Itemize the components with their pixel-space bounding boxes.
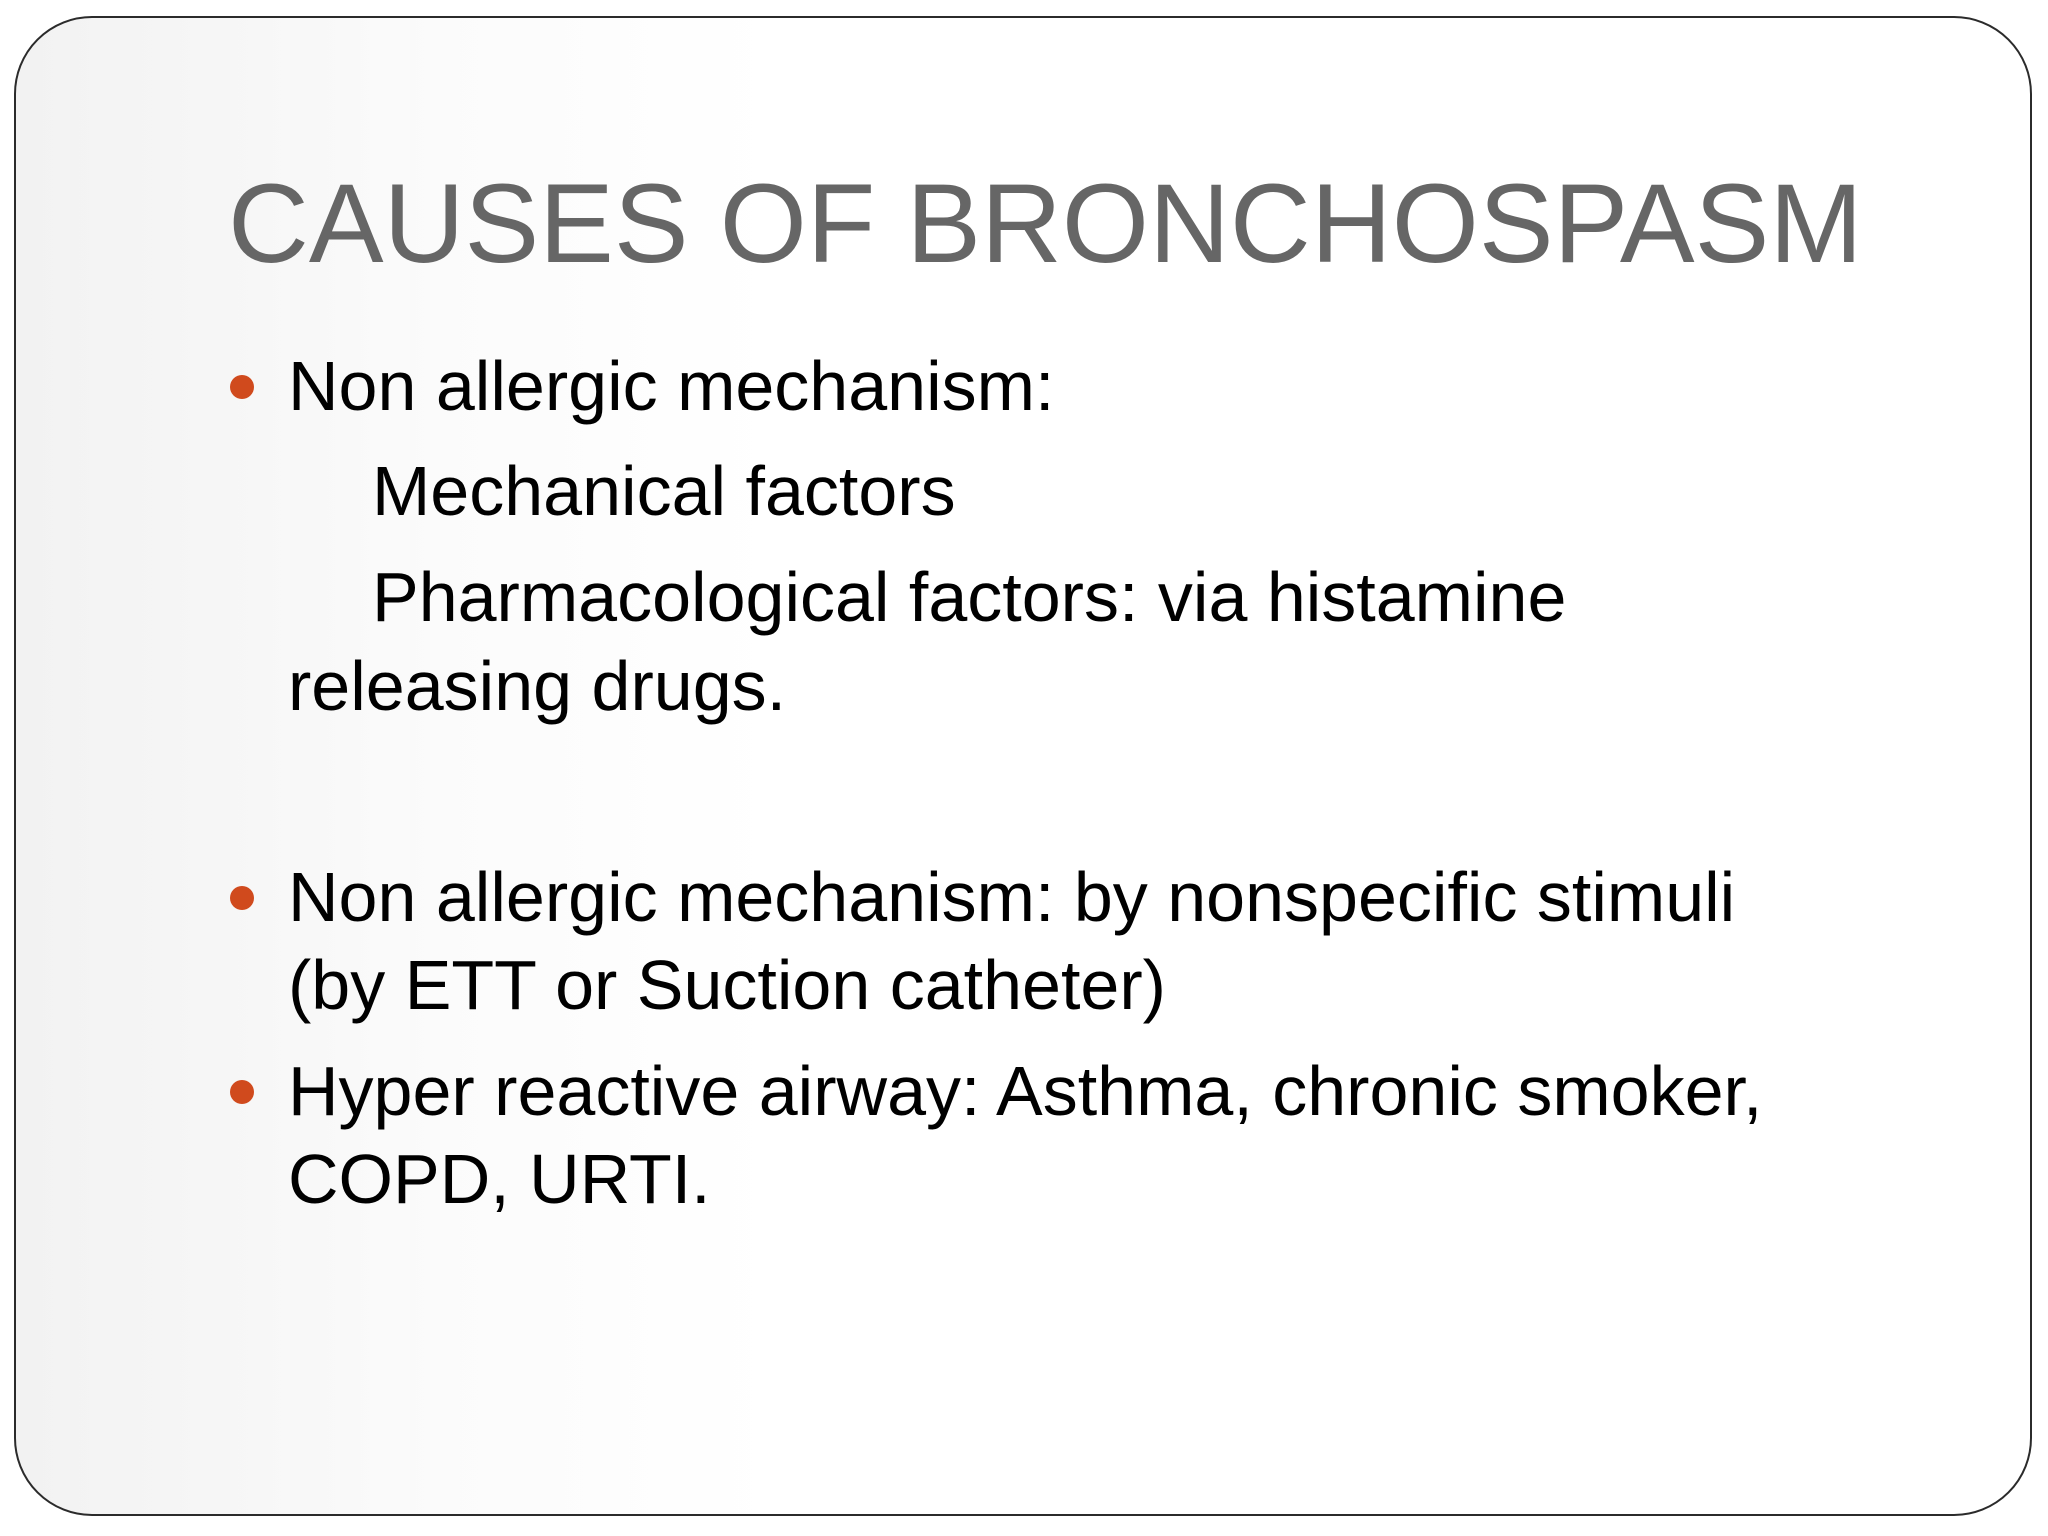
sub-item-pharmacological-factors: Pharmacological factors: via histamine (372, 558, 1567, 636)
bullet-line: Non allergic mechanism: (288, 347, 1055, 425)
bullet-line: Hyper reactive airway: Asthma, chronic smoker, (288, 1052, 1763, 1130)
continuation-line: (by ETT or Suction catheter) (288, 946, 1166, 1024)
bullet-dot (230, 375, 254, 399)
bullet-dot (230, 1080, 254, 1104)
continuation-line: COPD, URTI. (288, 1140, 711, 1218)
bullet-dot (230, 886, 254, 910)
sub-item-mechanical-factors: Mechanical factors (372, 452, 956, 530)
continuation-line: releasing drugs. (288, 647, 787, 725)
slide-title: CAUSES OF BRONCHOSPASM (228, 161, 1863, 286)
bullet-line: Non allergic mechanism: by nonspecific stimuli (288, 858, 1736, 936)
